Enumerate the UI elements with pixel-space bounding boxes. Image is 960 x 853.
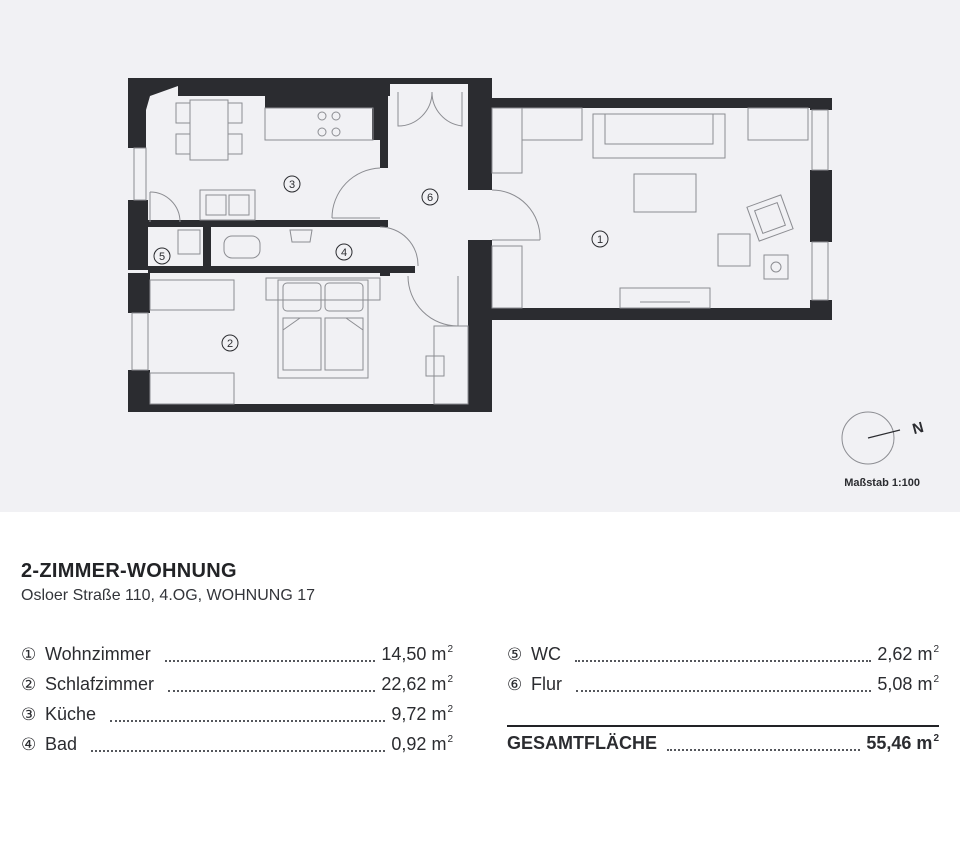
- room-area: 0,92 $m^2$: [391, 734, 453, 754]
- room-label: Bad: [45, 734, 78, 754]
- room-number: ③: [21, 705, 37, 724]
- total-divider: [507, 725, 939, 727]
- leader-dots: [576, 690, 871, 692]
- scale-label: Maßstab 1:100: [844, 477, 920, 489]
- room-marker-2: [222, 335, 238, 351]
- room-markers: [154, 176, 608, 351]
- room-marker-3-label: 3: [288, 179, 296, 191]
- leader-dots: [667, 749, 860, 751]
- room-marker-4-label: 4: [340, 247, 348, 259]
- room-row-wc: [507, 644, 939, 668]
- room-label: Wohnzimmer: [45, 644, 151, 664]
- room-marker-4: [336, 244, 352, 260]
- compass: [842, 412, 926, 464]
- room-marker-1: [592, 231, 608, 247]
- room-area: 22,62 $m^2$: [381, 674, 453, 694]
- room-row-bad: [21, 734, 453, 758]
- room-marker-6-label: 6: [426, 192, 434, 204]
- room-marker-5-label: 5: [158, 251, 166, 263]
- room-number: ④: [21, 735, 37, 754]
- room-row-wohnzimmer: [21, 644, 453, 668]
- walls: [128, 78, 832, 412]
- room-area: 9,72 $m^2$: [391, 704, 453, 724]
- room-row-flur: [507, 674, 939, 698]
- leader-dots: [575, 660, 871, 662]
- leader-dots: [168, 690, 375, 692]
- leader-dots: [91, 750, 385, 752]
- room-label: WC: [531, 644, 561, 664]
- room-row-schlafzimmer: [21, 674, 453, 698]
- room-marker-3: [284, 176, 300, 192]
- room-area: 2,62 $m^2$: [877, 644, 939, 664]
- room-area: 14,50 $m^2$: [381, 644, 453, 664]
- room-marker-5: [154, 248, 170, 264]
- room-number: ⑤: [507, 645, 523, 664]
- room-row-kueche: [21, 704, 453, 728]
- total-area: 55,46 $m^2$: [866, 733, 939, 753]
- apartment-info: [21, 560, 237, 583]
- room-label: Flur: [531, 674, 562, 694]
- total-label: GESAMTFLÄCHE: [507, 733, 657, 753]
- compass-north-label: N: [910, 418, 926, 439]
- apartment-address: Osloer Straße 110, 4.OG, WOHNUNG 17: [21, 587, 316, 604]
- room-number: ②: [21, 675, 37, 694]
- leader-dots: [110, 720, 385, 722]
- room-number: ⑥: [507, 675, 523, 694]
- total-row: [507, 733, 939, 757]
- room-marker-6: [422, 189, 438, 205]
- room-marker-2-label: 2: [226, 338, 234, 350]
- apartment-title: 2-ZIMMER-WOHNUNG: [21, 560, 237, 582]
- leader-dots: [165, 660, 376, 662]
- room-label: Küche: [45, 704, 97, 724]
- room-area: 5,08 $m^2$: [877, 674, 939, 694]
- room-label: Schlafzimmer: [45, 674, 155, 694]
- room-marker-1-label: 1: [596, 234, 604, 246]
- room-number: ①: [21, 645, 37, 664]
